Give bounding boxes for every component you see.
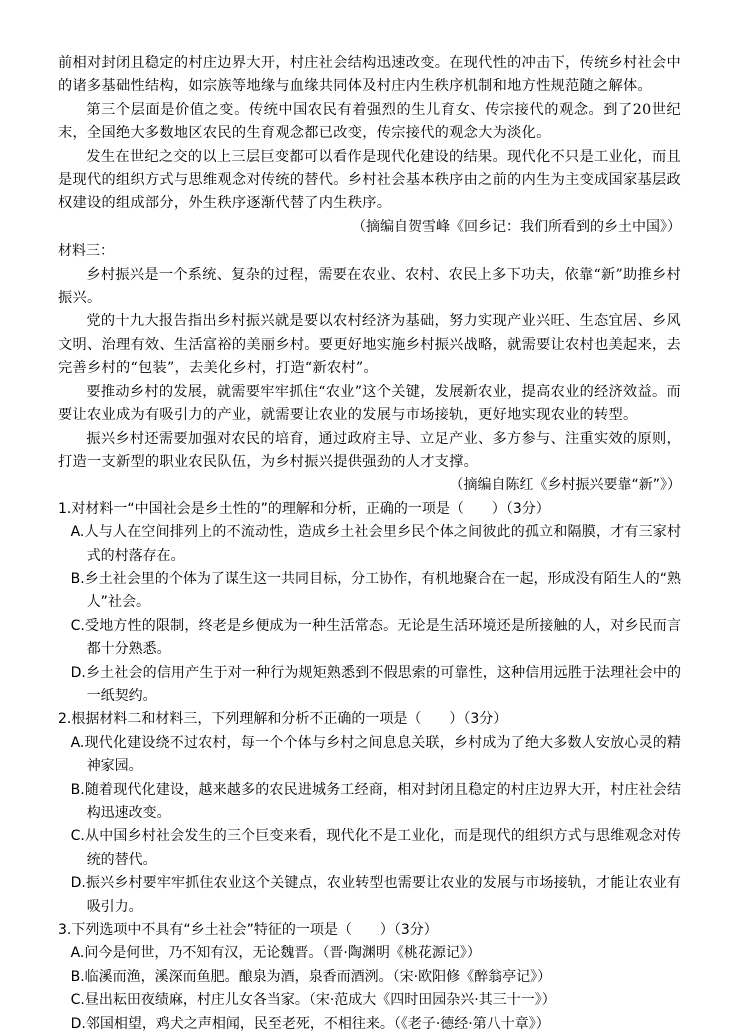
paragraph: 第三个层面是价值之变。传统中国农民有着强烈的生儿育女、传宗接代的观念。到了20世纪末，全国绝大多数地区农民的生育观念都已改变，传宗接代的观念大为淡化。 [58,101,681,142]
option-a: A.人与人在空间排列上的不流动性，造成乡土社会里乡民个体之间彼此的孤立和隔膜，才有三家村式的村落存在。 [70,524,681,564]
source-citation: （摘编自贺雪峰《回乡记：我们所看到的乡土中国》） [352,218,681,235]
option-a: A.问今是何世，乃不知有汉，无论魏晋。（晋·陶渊明《桃花源记》） [70,945,481,962]
question-1 [58,498,681,709]
option-d: D.邻国相望，鸡犬之声相闻，民至老死，不相往来。（《老子·德经·第八十章》） [70,1015,550,1032]
option-b: B.随着现代化建设，越来越多的农民进城务工经商，相对封闭且稳定的村庄边界大开，村庄社会结构迅速改变。 [70,781,681,821]
option-c: C.昼出耘田夜绩麻，村庄儿女各当家。（宋·范成大《四时田园杂兴·其三十一》） [70,992,556,1009]
question-stem: 2.根据材料二和材料三，下列理解和分析不正确的一项是（ ）（3分） [58,711,508,728]
option-d: D.乡土社会的信用产生于对一种行为规矩熟悉到不假思索的可靠性，这种信用远胜于法理社会中的一纸契约。 [70,664,681,704]
option-d: D.振兴乡村要牢牢抓住农业这个关键点，农业转型也需要让农业的发展与市场接轨，才能让农业有吸引力。 [70,875,681,915]
option-a: A.现代化建设绕不过农村，每一个个体与乡村之间息息关联，乡村成为了绝大多数人安放心灵的精神家园。 [70,734,681,775]
paragraph: 振兴乡村还需要加强对农民的培育，通过政府主导、立足产业、多方参与、注重实效的原则，打造一支新型的职业农民队伍，为乡村振兴提供强劲的人才支撑。 [58,430,681,470]
option-c: C.从中国乡村社会发生的三个巨变来看，现代化不是工业化，而是现代的组织方式与思维观念对传统的替代。 [70,828,681,868]
option-b: B.临溪而渔，溪深而鱼肥。酿泉为酒，泉香而酒洌。（宋·欧阳修《醉翁亭记》） [70,968,552,985]
question-stem: 3.下列选项中不具有“乡土社会”特征的一项是（ ）（3分） [58,922,438,939]
paragraph: 要推动乡村的发展，就需要牢牢抓住“农业”这个关键，发展新农业，提高农业的经济效益。而要让农业成为有吸引力的产业，就需要让农业的发展与市场接轨，更好地实现农业的转型。 [58,383,681,424]
paragraph: 乡村振兴是一个系统、复杂的过程，需要在农业、农村、农民上多下功夫，依靠“新”助推乡村振兴。 [58,266,681,307]
option-b: B.乡土社会里的个体为了谋生这一共同目标，分工协作，有机地聚合在一起，形成没有陌生人的“熟人”社会。 [70,570,681,611]
source-citation: （摘编自陈红《乡村振兴要靠“新”》） [449,477,681,494]
material-3-section [58,240,681,497]
question-stem: 1.对材料一“中国社会是乡土性的”的理解和分析，正确的一项是（ ）（3分） [58,500,550,517]
question-3 [58,919,681,1036]
material-2-section [58,52,681,239]
paragraph: 党的十九大报告指出乡村振兴就是要以农村经济为基础，努力实现产业兴旺、生态宜居、乡风文明、治理有效、生活富裕的美丽乡村。要更好地实施乡村振兴战略，就需要让农村也美起来，去完善乡村的“包装”，去美化乡村，打造“新农村”。 [58,313,681,377]
section-heading: 材料三： [58,243,114,260]
option-c: C.受地方性的限制，终老是乡便成为一种生活常态。无论是生活环境还是所接触的人，对乡民而言都十分熟悉。 [70,617,681,658]
paragraph: 前相对封闭且稳定的村庄边界大开，村庄社会结构迅速改变。在现代性的冲击下，传统乡村社会中的诸多基础性结构，如宗族等地缘与血缘共同体及村庄内生秩序机制和地方性规范随之解体。 [58,55,681,95]
question-2 [58,708,681,919]
paragraph: 发生在世纪之交的以上三层巨变都可以看作是现代化建设的结果。现代化不只是工业化，而且是现代的组织方式与思维观念对传统的替代。乡村社会基本秩序由之前的内生为主变成国家基层政权建设的组成部分，外生秩序逐渐代替了内生秩序。 [58,148,681,212]
